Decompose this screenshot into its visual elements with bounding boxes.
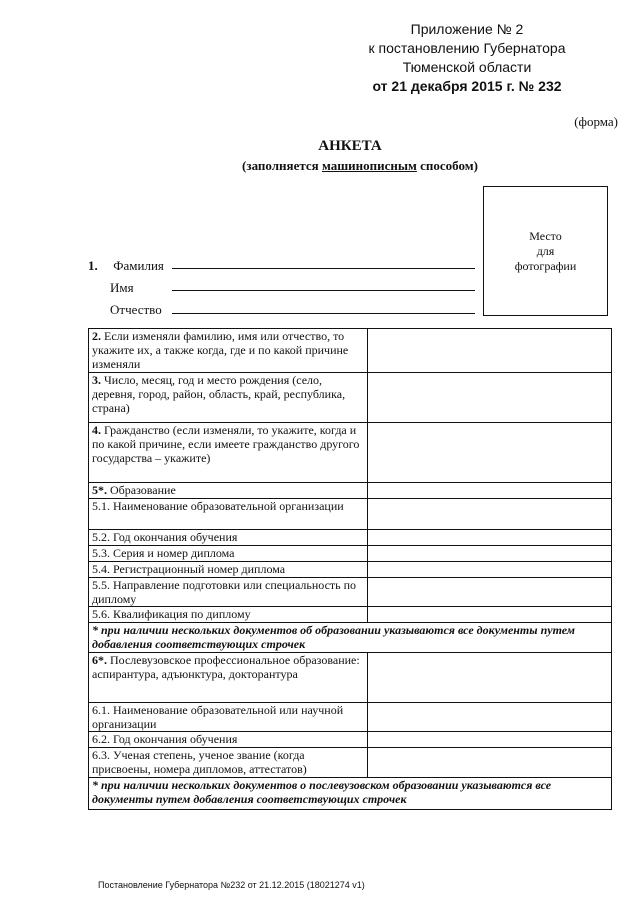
row-5-6-value[interactable]	[368, 607, 612, 623]
table-row	[89, 578, 612, 607]
table-row	[89, 373, 612, 423]
row-5-3-value[interactable]	[368, 546, 612, 562]
postgrad-note: * при наличии нескольких документов о послевузовском образовании указываются все документы путем добавления соответствующих строчек	[89, 778, 612, 810]
row-5-6-label: 5.6. Квалификация по диплому	[89, 607, 368, 623]
table-row	[89, 748, 612, 778]
row-6-3-label: 6.3. Ученая степень, ученое звание (когда присвоены, номера дипломов, аттестатов)	[89, 748, 368, 778]
row-3-label	[89, 373, 368, 423]
appendix-line-2: к постановлению Губернатора	[368, 40, 566, 56]
row-5-2-value[interactable]	[368, 530, 612, 546]
table-row	[89, 653, 612, 703]
patronymic-label: Отчество	[110, 302, 162, 317]
row-4-label	[89, 423, 368, 483]
photo-line-3: фотографии	[514, 259, 577, 273]
table-row	[89, 778, 612, 810]
subtitle-after: способом)	[416, 158, 478, 173]
row-5-1-label: 5.1. Наименование образовательной организации	[89, 499, 368, 530]
name-field[interactable]	[172, 290, 475, 291]
row-5-5-value[interactable]	[368, 578, 612, 607]
row-5-label	[89, 483, 368, 499]
forma-label: (форма)	[574, 114, 618, 129]
row-5-4-value[interactable]	[368, 562, 612, 578]
patronymic-field[interactable]	[172, 313, 475, 314]
row-6-text: Послевузовское профессиональное образование: аспирантура, адъюнктура, докторантура	[92, 653, 360, 681]
row-2-text: Если изменяли фамилию, имя или отчество, то укажите их, а также когда, где и по какой причине изменяли	[92, 329, 349, 371]
row-6-3-value[interactable]	[368, 748, 612, 778]
subtitle-before: (заполняется	[242, 158, 322, 173]
row-5-text: Образование	[110, 483, 176, 497]
surname-text: Фамилия	[113, 258, 164, 273]
questionnaire-table	[88, 328, 612, 810]
row-6-1-label: 6.1. Наименование образовательной или научной организации	[89, 703, 368, 732]
row-4-text: Гражданство (если изменяли, то укажите, когда и по какой причине, если имеете гражданство другого государства – укажите)	[92, 423, 360, 465]
row-5-number: 5*.	[92, 483, 107, 497]
appendix-line-4: от 21 декабря 2015 г. № 232	[372, 78, 562, 94]
subtitle-underlined: машинописным	[321, 158, 417, 173]
form-title: АНКЕТА	[318, 138, 382, 154]
row-5-2-label: 5.2. Год окончания обучения	[89, 530, 368, 546]
row-4-value[interactable]	[368, 423, 612, 483]
education-note: * при наличии нескольких документов об образовании указываются все документы путем добавления соответствующих строчек	[89, 623, 612, 653]
row-2-label	[89, 329, 368, 373]
photo-line-2: для	[536, 244, 555, 258]
table-row	[89, 562, 612, 578]
row-2-number: 2.	[92, 329, 101, 343]
row-2-value[interactable]	[368, 329, 612, 373]
appendix-block	[352, 20, 582, 96]
row-6-2-value[interactable]	[368, 732, 612, 748]
table-row	[89, 732, 612, 748]
name-label: Имя	[110, 280, 134, 295]
row-6-number: 6*.	[92, 653, 107, 667]
surname-field[interactable]	[172, 268, 475, 269]
table-row	[89, 703, 612, 732]
fio-number: 1.	[88, 258, 98, 273]
row-5-3-label: 5.3. Серия и номер диплома	[89, 546, 368, 562]
surname-label	[88, 258, 164, 274]
row-3-number: 3.	[92, 373, 101, 387]
table-row	[89, 329, 612, 373]
form-subtitle	[200, 158, 520, 174]
row-3-text: Число, месяц, год и место рождения (село, деревня, город, район, область, край, республика, страна)	[92, 373, 346, 415]
table-row	[89, 423, 612, 483]
table-row	[89, 546, 612, 562]
photo-line-1: Место	[529, 229, 562, 243]
row-5-5-label: 5.5. Направление подготовки или специальность по диплому	[89, 578, 368, 607]
photo-placeholder	[483, 186, 608, 316]
row-5-value[interactable]	[368, 483, 612, 499]
row-5-4-label: 5.4. Регистрационный номер диплома	[89, 562, 368, 578]
table-row	[89, 623, 612, 653]
table-row	[89, 483, 612, 499]
appendix-line-1: Приложение № 2	[410, 21, 524, 37]
row-3-value[interactable]	[368, 373, 612, 423]
row-6-value[interactable]	[368, 653, 612, 703]
table-row	[89, 499, 612, 530]
row-6-2-label: 6.2. Год окончания обучения	[89, 732, 368, 748]
table-row	[89, 607, 612, 623]
appendix-line-3: Тюменской области	[402, 59, 532, 75]
row-6-1-value[interactable]	[368, 703, 612, 732]
row-6-label	[89, 653, 368, 703]
footer-text: Постановление Губернатора №232 от 21.12.2015 (18021274 v1)	[98, 880, 365, 890]
row-4-number: 4.	[92, 423, 101, 437]
row-5-1-value[interactable]	[368, 499, 612, 530]
table-row	[89, 530, 612, 546]
